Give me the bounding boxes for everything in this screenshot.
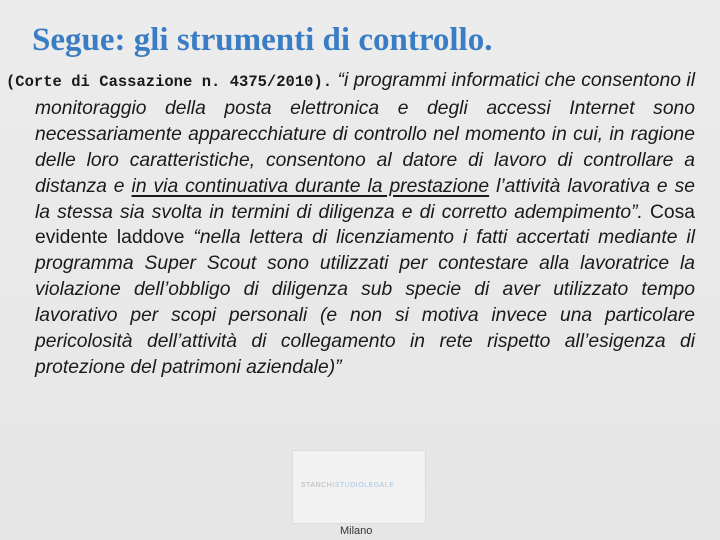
logo-text-main: STANCHI: [301, 482, 335, 489]
slide-title: Segue: gli strumenti di controllo.: [32, 22, 493, 58]
court-citation: (Corte di Cassazione n. 4375/2010).: [6, 73, 333, 91]
quote-text-part1: “i programmi informatici che consentono il monitoraggio della posta elettronica e degli accessi Internet sono necessariamente apparecchiature di controllo nel momento in cui, in ragione delle loro caratteristiche, consentono al datore di lavoro di controllare a distanza e: [35, 70, 695, 197]
commentary-text: Cosa evidente laddove: [35, 201, 696, 249]
footer-city: Milano: [340, 525, 373, 537]
firm-logo: [292, 450, 426, 524]
quote-text-part2: l’attività lavorativa e se la stessa sia svolta in termini di diligenza e di corretto adempimento”.: [35, 175, 695, 223]
logo-text-accent: STUDIOLEGALE: [334, 482, 395, 489]
quote-text-part4: “nella lettera di licenziamento i fatti accertati mediante il programma Super Scout sono utilizzati per contestare alla lavoratrice la violazione dell’obbligo di diligenza sub specie di aver utilizzato tempo lavorativo per scopi personali (e non si motiva invece una particolare pericolosità dell’attività di collegamento in rete rispetto all’esigenza di protezione del patrimoni aziendale)”: [35, 227, 695, 378]
quote-paragraph: [6, 68, 696, 381]
logo-text: [301, 482, 394, 489]
underlined-phrase: in via continuativa durante la prestazione: [131, 175, 490, 197]
